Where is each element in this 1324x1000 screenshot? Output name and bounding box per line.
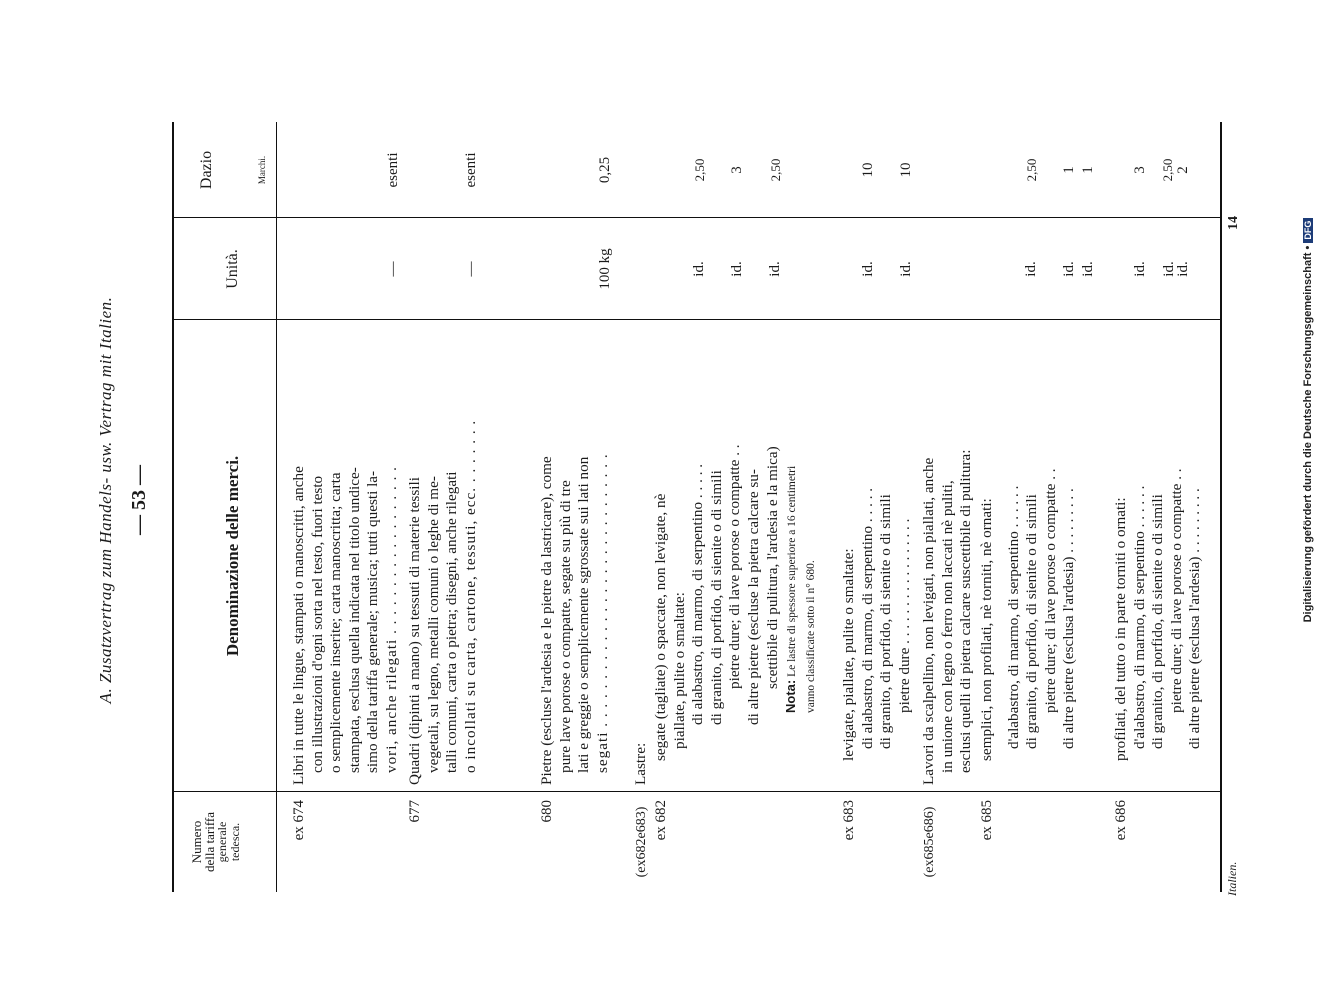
row-unit: id. (1132, 261, 1148, 277)
row-number: (ex682e683) (634, 806, 649, 878)
row-description: profilati, del tutto o in parte torniti o ornati: d'alabastro, di marmo, di serpentino . . . . . . di granito, di porfido, di sienite o di simili pietre dure; di lave porose o compatte . . di altre pietre (esclusa l'ardesia) . . . . . . . . . (1112, 468, 1204, 761)
row-number: 677 (407, 800, 423, 823)
row-description: Pietre (escluse l'ardesia e le pietre da lastricare), come pure lave porose o compatte, segate su più di tre lati e greggie o semplicemente sgrossate sui lati non segati . . . . . . . . . . . . . . . . . . . . . . . . . . . . . (538, 453, 611, 785)
digitization-credit: Digitalisierung gefördert durch die Deutsche Forschungsgemeinschaft • DFG (1302, 20, 1314, 820)
row-number: (ex685e686) (922, 806, 937, 878)
page-number: — 53 — (128, 465, 150, 535)
row-unit: id. (1061, 261, 1077, 277)
sheet-number: 14 (1226, 216, 1241, 230)
row-description: semplici, non profilati, nè torniti, nè ornati: d'alabastro, di marmo, di serpentino . . . . . . di granito, di porfido, di sienite o di simili pietre dure; di lave porose o compatte . . di altre pietre (esclusa l'ardesia) . . . . . . . . . (978, 468, 1078, 761)
row-number: ex 685 (979, 800, 995, 841)
row-description: levigate, piallate, pulite o smaltate: di alabastro, di marmo, di serpentino . . . . . di granito, di porfido, di sienite o di simili pietre dure . . . . . . . . . . . . . . . . . (840, 487, 913, 761)
row-duty: 10 (860, 162, 876, 178)
row-unit: id. (767, 261, 783, 277)
row-unit: id. (1080, 261, 1096, 277)
row-unit: id. (1023, 261, 1039, 277)
row-description: Quadri (dipinti a mano) su tessuti di materie tessili vegetali, su legno, metalli comuni o leghe di me- talli comuni, carta o pietra; disegni, anche rilegati o incollati su carta, cartone, tessuti, ecc. . . . . . . . (406, 419, 479, 785)
row-duty: 3 (1132, 166, 1148, 174)
row-unit: — (385, 261, 401, 277)
header-number: Numero della tariffa generale tedesca. (189, 811, 242, 873)
row-duty: 1 (1080, 166, 1096, 174)
running-title: A. Zusatzvertrag zum Handels- usw. Vertrag mit Italien. (96, 296, 115, 704)
table-top-rule (172, 122, 174, 892)
nota-label: Nota: (783, 679, 799, 713)
row-number: ex 674 (291, 800, 307, 841)
row-unit: id. (898, 261, 914, 277)
row-duty: 2,50 (1160, 158, 1175, 182)
row-number: 680 (539, 800, 555, 823)
row-number: ex 682 (653, 800, 669, 841)
row-duty: 2 (1175, 166, 1191, 174)
row-duty: 1 (1061, 166, 1077, 174)
row-description: segate (tagliate) o spaccate, non levigate, nè piallate, pulite o smaltate: di alabastro, di marmo, di serpentino . . . . . di granito, di porfido, di sienite o di simili pietre dure; di lave porose o compatte . . di altre pietre (escluse la pietra calcare su- scettibile di pulitura, l'ardesia e la mica) Nota: Le lastre di spessore superiore a 16 centimetri vanno classificate sotto il n° 680. (652, 444, 817, 761)
table-bottom-rule (1220, 122, 1222, 892)
row-unit: id. (1175, 261, 1191, 277)
header-unit: Unità. (224, 249, 241, 289)
row-duty: 2,50 (1024, 158, 1039, 182)
dfg-logo: DFG (1303, 218, 1313, 243)
row-duty: 2,50 (692, 158, 707, 182)
lastre-title: Lastre: (632, 742, 649, 785)
row-duty: 3 (729, 166, 745, 174)
row-duty: esenti (385, 152, 401, 188)
row-number: ex 683 (841, 800, 857, 841)
header-duty: Dazio (198, 150, 215, 190)
row-unit: id. (860, 261, 876, 277)
row-unit: id. (729, 261, 745, 277)
row-unit: — (463, 261, 479, 277)
row-unit: id. (691, 261, 707, 277)
row-description: Lavori da scalpellino, non levigati, non piallati, anche in unione con legno o ferro non laccati nè puliti, esclusi quelli di pietra calcare suscettibile di pulitura: (920, 449, 975, 785)
row-duty: 10 (898, 162, 914, 178)
header-description: Denominazione delle merci. (223, 455, 242, 657)
row-description: Libri in tutte le lingue, stampati o manoscritti, anche con illustrazioni d'ogni sorta nel testo, fuori testo o semplicemente inserite; carta manoscritta; carta stampata, esclusa quella indicata nel titolo undice- simo della tariffa generale; musica; tutti questi la- vori, anche rilegati . . . . . . . . . . . . . . . . . . (290, 466, 400, 785)
row-unit: id. (1161, 261, 1177, 277)
row-duty: 2,50 (768, 158, 783, 182)
row-number: ex 686 (1113, 800, 1129, 841)
column-divider-number (172, 791, 1222, 792)
header-duty-sub: Marchi. (257, 155, 267, 185)
row-unit: 100 kg (597, 248, 613, 290)
table-header-rule (276, 122, 277, 892)
row-duty: esenti (463, 152, 479, 188)
row-duty: 0,25 (597, 156, 613, 184)
sheet-signature: Italien. (1225, 861, 1239, 896)
